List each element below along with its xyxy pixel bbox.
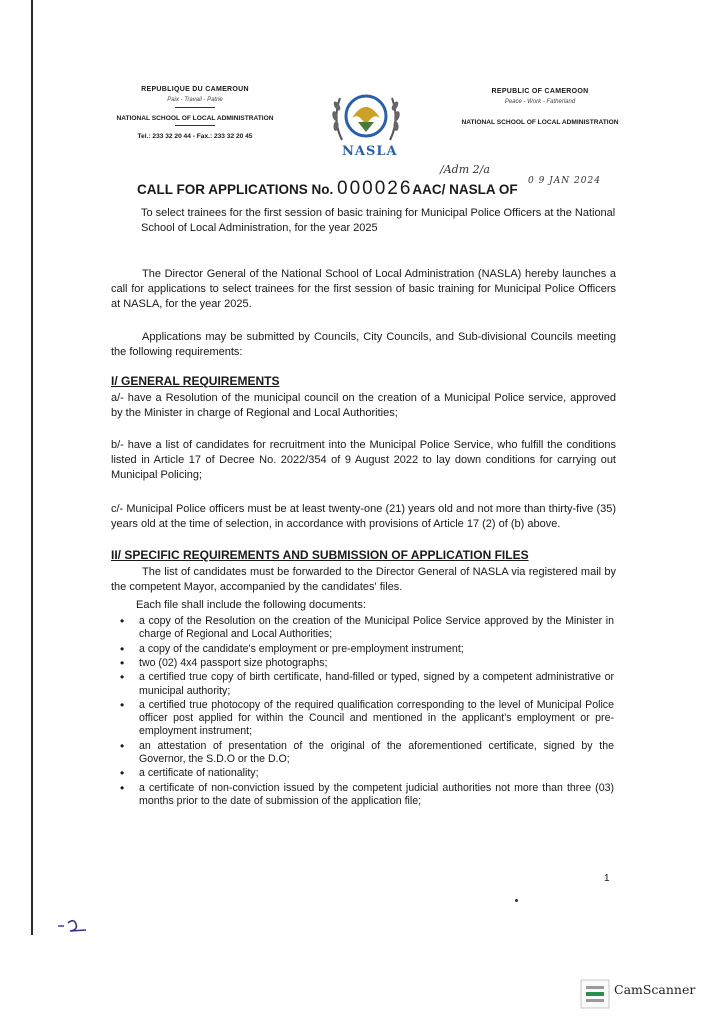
- list-item: • a certified true copy of birth certificate, hand-filled or typed, signed by a competent administrative or municipal authority;: [117, 671, 614, 697]
- header-left-institution: NATIONAL SCHOOL OF LOCAL ADMINISTRATION: [116, 115, 274, 122]
- header-left-contact: Tel.: 233 32 20 44 - Fax.: 233 32 20 45: [137, 133, 253, 140]
- list-item: • a copy of the Resolution on the creation of the Municipal Police Service approved by the Minister in charge of Regional and Local Authorities;: [117, 615, 614, 641]
- title-number: 000026: [337, 178, 413, 199]
- page-number: 1: [604, 873, 610, 884]
- submission-paragraph: The list of candidates must be forwarded to the Director General of NASLA via registered mail by the competent Mayor, accompanied by the candidates' files.: [111, 566, 616, 593]
- logo-text: NASLA: [342, 144, 398, 159]
- title-suffix: AAC/ NASLA OF: [412, 182, 518, 197]
- nasla-logo: [328, 82, 404, 164]
- header-left-country: REPUBLIQUE DU CAMEROUN: [141, 86, 249, 93]
- header-left-motto: Paix - Travail - Patrie: [167, 97, 223, 103]
- handwritten-reference: /Adm 2/a: [440, 163, 490, 176]
- document-subtitle: To select trainees for the first session of basic training for Municipal Police Officers at the National School of Local Administration, for the year 2025: [141, 207, 616, 234]
- requirement-item: a/- have a Resolution of the municipal council on the creation of a Municipal Police service, approved by the Minister in charge of Regional and Local Authorities;: [111, 392, 616, 419]
- document-title: [137, 178, 518, 200]
- divider: [175, 107, 215, 108]
- date-stamp: 0 9 JAN 2024: [528, 176, 601, 186]
- requirement-item: b/- have a list of candidates for recruitment into the Municipal Police Service, who fulfill the conditions listed in Article 17 of Decree No. 2022/354 of 9 August 2022 to lay down conditions for carrying out Municipal Policing;: [111, 439, 616, 481]
- header-right: [445, 86, 635, 128]
- pen-mark: [56, 918, 92, 939]
- section-heading: I/ GENERAL REQUIREMENTS: [111, 374, 280, 388]
- documents-lead: Each file shall include the following documents:: [136, 599, 366, 611]
- requirement-item: c/- Municipal Police officers must be at least twenty-one (21) years old and not more than thirty-five (35) years old at the time of selection, in accordance with provisions of Article 17 (2) of (b) above.: [111, 503, 616, 530]
- list-item: • a certificate of non-conviction issued by the competent judicial authorities not more than three (03) months prior to the date of submission of the application file;: [117, 782, 614, 808]
- list-item: • an attestation of presentation of the original of the aforementioned certificate, signed by the Governor, the S.D.O or the D.O;: [117, 740, 614, 766]
- header-right-motto: Peace - Work - Fatherland: [504, 99, 576, 105]
- list-item: • a certified true photocopy of the required qualification corresponding to the level of Municipal Police officer post applied for within the Council and mentioned in the applicant's employment or pre-employment instrument;: [117, 699, 614, 739]
- divider: [175, 125, 215, 126]
- intro-paragraph: Applications may be submitted by Councils, City Councils, and Sub-divisional Councils meeting the following requirements:: [111, 331, 616, 358]
- ink-dot: [515, 899, 518, 902]
- camscanner-watermark: CamScanner: [614, 982, 696, 997]
- title-prefix: CALL FOR APPLICATIONS No.: [137, 182, 334, 197]
- list-item: • a certificate of nationality;: [117, 767, 614, 780]
- intro-paragraph: The Director General of the National School of Local Administration (NASLA) hereby launches a call for applications to select trainees for the first session of basic training for Municipal Police Officers at NASLA, for the year 2025.: [111, 268, 616, 310]
- header-right-institution: NATIONAL SCHOOL OF LOCAL ADMINISTRATION: [461, 119, 619, 126]
- header-right-country: REPUBLIC OF CAMEROON: [491, 88, 589, 95]
- list-item: • a copy of the candidate's employment or pre-employment instrument;: [117, 643, 614, 656]
- documents-list: [117, 615, 614, 809]
- camscanner-icon: [580, 979, 610, 1014]
- header-left: [100, 84, 290, 142]
- scan-edge-line: [31, 0, 33, 935]
- section-heading: II/ SPECIFIC REQUIREMENTS AND SUBMISSION OF APPLICATION FILES: [111, 548, 529, 562]
- list-item: • two (02) 4x4 passport size photographs;: [117, 657, 614, 670]
